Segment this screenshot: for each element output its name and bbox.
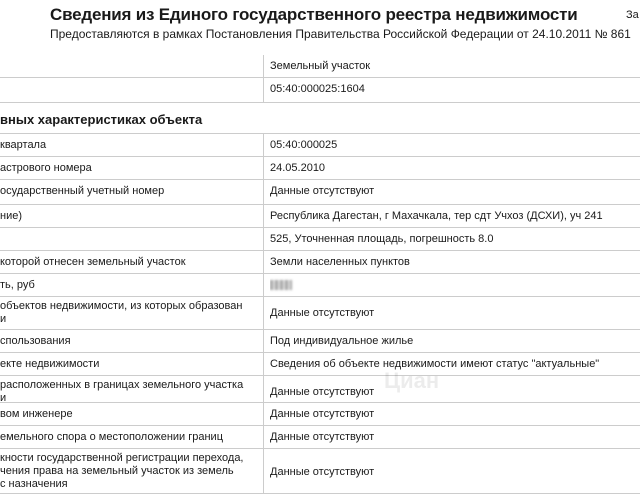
table-row: [0, 55, 640, 78]
row-label: ть, руб: [0, 274, 264, 296]
cadastral-value-redacted: [270, 274, 640, 296]
address-value: Республика Дагестан, г Махачкала, тер сдт Учхоз (ДСХИ), уч 241: [270, 210, 603, 222]
row-label-line: объектов недвижимости, из которых образован: [0, 300, 243, 312]
table-row: [0, 78, 640, 103]
row-label: [0, 78, 264, 102]
table-row: [0, 134, 640, 157]
header-corner-text: За: [626, 9, 639, 21]
status-value: Сведения об объекте недвижимости имеют статус "актуальные": [270, 358, 600, 370]
table-row: [0, 376, 640, 403]
watermark: Циан: [384, 368, 440, 393]
table-row: [0, 251, 640, 274]
row-label: [0, 55, 264, 77]
row-label-line: расположенных в границах земельного участка: [0, 379, 244, 391]
row-value: 24.05.2010: [270, 162, 326, 174]
object-type-value: Земельный участок: [270, 60, 371, 72]
row-label-line: и: [0, 392, 7, 402]
row-label: [0, 449, 264, 493]
row-label: емельного спора о местоположении границ: [0, 426, 264, 448]
table-row: [0, 353, 640, 376]
permitted-use-value: Под индивидуальное жилье: [270, 335, 414, 347]
row-label: которой отнесен земельный участок: [0, 251, 264, 273]
section-title: вных характеристиках объекта: [0, 112, 203, 127]
row-value: Данные отсутствуют: [270, 386, 375, 398]
table-row: [0, 180, 640, 205]
table-row: [0, 449, 640, 494]
row-label: [0, 297, 264, 329]
row-label: квартала: [0, 134, 264, 156]
table-row: [0, 403, 640, 426]
section-header: [0, 103, 640, 134]
table-row: [0, 205, 640, 228]
row-label: спользования: [0, 330, 264, 352]
row-value: Данные отсутствуют: [270, 408, 375, 420]
row-label: ние): [0, 205, 264, 227]
row-label-line: с назначения: [0, 478, 68, 490]
table-row: [0, 157, 640, 180]
row-value: Данные отсутствуют: [270, 185, 375, 197]
row-value: Данные отсутствуют: [270, 307, 375, 319]
land-category-value: Земли населенных пунктов: [270, 256, 410, 268]
row-value: 05:40:000025: [270, 139, 338, 151]
property-info-table: [0, 55, 640, 494]
page-subtitle: Предоставляются в рамках Постановления Правительства Российской Федерации от 24.10.2011 № 861: [50, 27, 631, 41]
row-label: астрового номера: [0, 157, 264, 179]
cadastral-number-value: 05:40:000025:1604: [270, 83, 365, 95]
row-label: [0, 376, 264, 402]
row-label: осударственный учетный номер: [0, 180, 264, 204]
row-label-line: кности государственной регистрации перехода,: [0, 452, 244, 464]
table-row: [0, 228, 640, 251]
row-label-line: чения права на земельный участок из земель: [0, 465, 234, 477]
row-label: вом инженере: [0, 403, 264, 425]
row-value: Данные отсутствуют: [270, 431, 375, 443]
area-value: 525, Уточненная площадь, погрешность 8.0: [270, 233, 494, 245]
row-value: Данные отсутствуют: [270, 466, 375, 478]
page-title: Сведения из Единого государственного реестра недвижимости: [50, 5, 578, 24]
row-label-line: и: [0, 313, 7, 325]
table-row: [0, 297, 640, 330]
redacted-value: [270, 280, 292, 290]
row-label: екте недвижимости: [0, 353, 264, 375]
row-label: [0, 228, 264, 250]
report-header: [0, 0, 640, 46]
table-row: [0, 426, 640, 449]
table-row: [0, 274, 640, 297]
table-row: [0, 330, 640, 353]
